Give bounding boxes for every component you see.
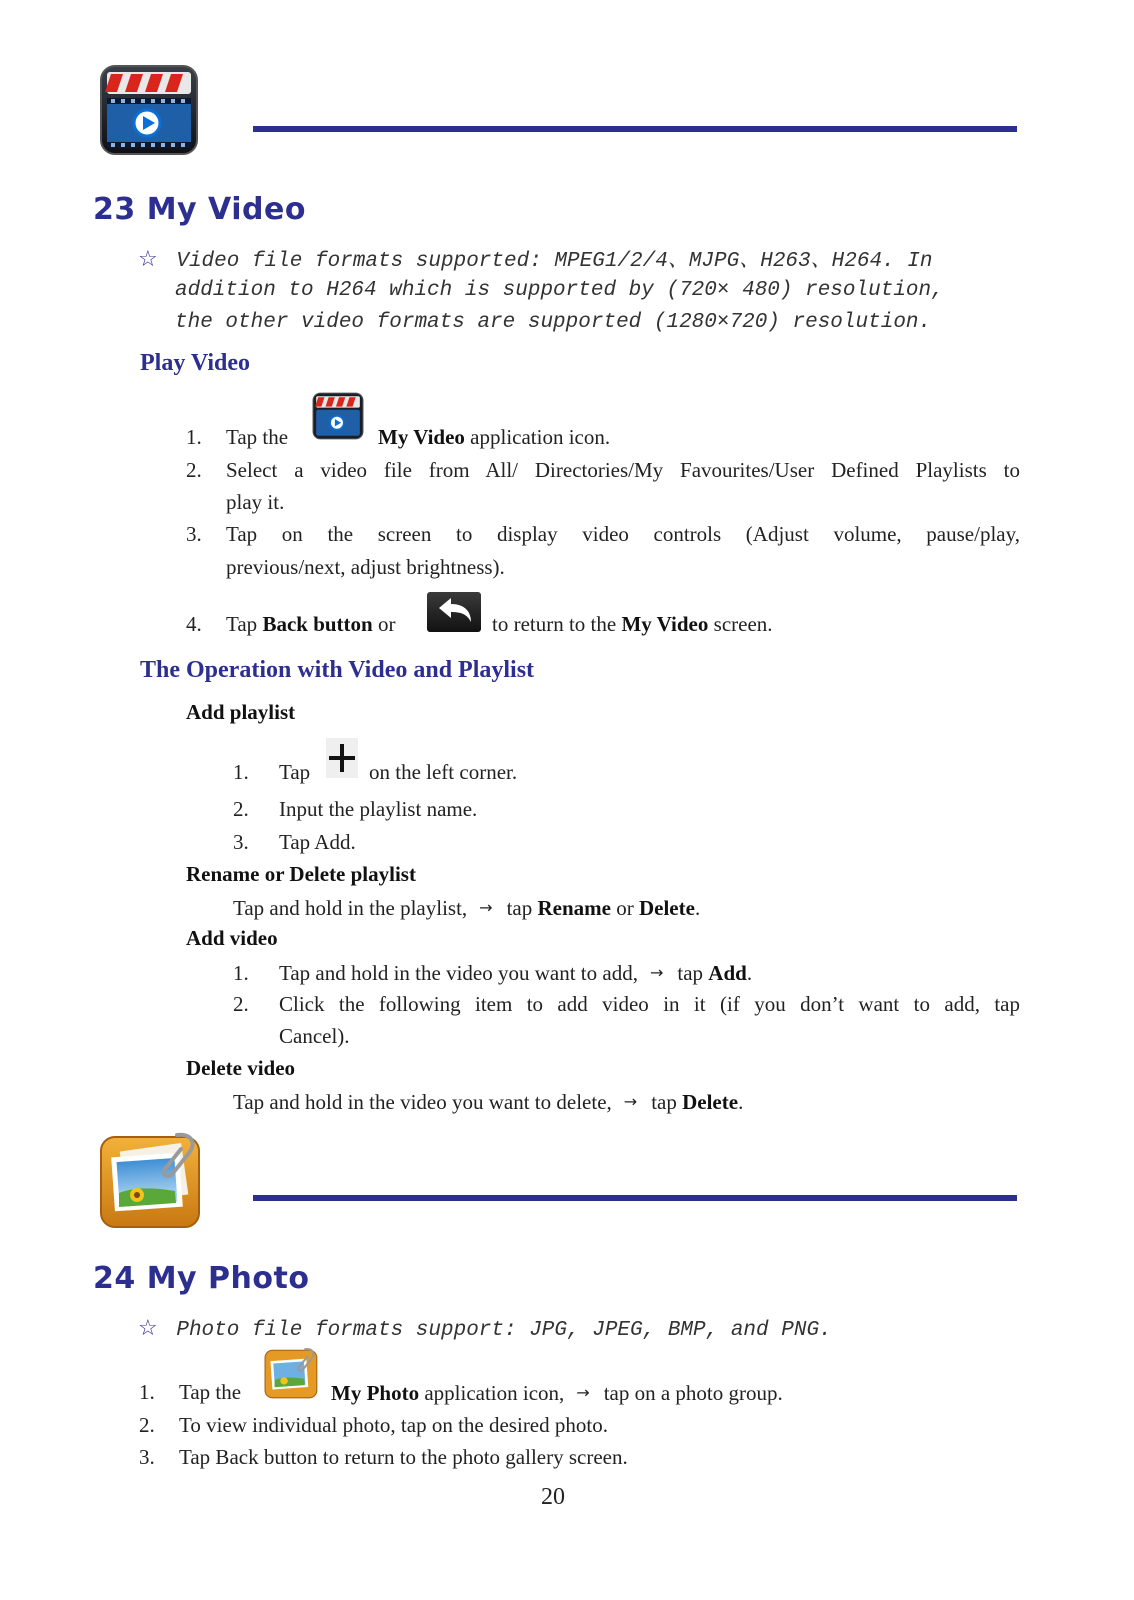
rename-delete-heading: Rename or Delete playlist	[186, 862, 416, 886]
play-video-heading: Play Video	[140, 350, 251, 376]
operation-heading: The Operation with Video and Playlist	[140, 657, 535, 683]
add-video-step-1: 1. Tap and hold in the video you want to add, → tap Add.	[233, 956, 752, 990]
play-step-2: 2. Select a video file from All/ Directories/My Favourites/User Defined Playlists to	[186, 458, 1020, 482]
section-24-rule	[253, 1195, 1017, 1201]
rename-delete-text: Tap and hold in the playlist, → tap Rename or Delete.	[233, 891, 700, 925]
photo-formats-note	[138, 1313, 832, 1347]
photo-app-icon	[264, 1347, 320, 1399]
delete-video-heading: Delete video	[186, 1056, 296, 1080]
add-playlist-step-1: 1. Tap	[233, 760, 311, 784]
note-line-2: addition to H264 which is supported by (720× 480) resolution,	[175, 279, 944, 302]
note-line-1: Video file formats supported: MPEG1/2/4、MJPG、H263、H264. In	[176, 250, 933, 273]
video-app-icon	[99, 64, 199, 156]
note-line-3: the other video formats are supported (1280×720) resolution.	[175, 311, 932, 334]
plus-icon	[326, 738, 358, 778]
add-playlist-step-2: 2. Input the playlist name.	[233, 797, 478, 821]
add-playlist-step-3: 3. Tap Add.	[233, 830, 356, 854]
page-number: 20	[541, 1484, 565, 1510]
star-icon: ☆	[138, 1316, 158, 1341]
add-video-step-2: 2. Click the following item to add video in it (if you don’t want to add, tap	[233, 992, 1020, 1016]
play-step-1: 1. Tap the	[186, 425, 289, 449]
add-playlist-heading: Add playlist	[186, 700, 296, 724]
play-step-1-rest: My Video application icon.	[378, 425, 611, 449]
add-video-heading: Add video	[186, 926, 278, 950]
add-video-step-2-line-2: Cancel).	[279, 1024, 350, 1048]
section-23-title: 23 My Video	[93, 192, 306, 227]
video-formats-note	[138, 244, 932, 278]
photo-step-3: 3. Tap Back button to return to the photo gallery screen.	[139, 1445, 628, 1469]
back-arrow-icon	[427, 592, 481, 632]
photo-note-text: Photo file formats support: JPG, JPEG, BMP, and PNG.	[176, 1319, 832, 1342]
arrow-icon: →	[649, 963, 664, 982]
video-app-icon	[312, 392, 364, 440]
play-step-2-line-2: play it.	[226, 490, 285, 514]
delete-video-text: Tap and hold in the video you want to delete, → tap Delete.	[233, 1085, 743, 1119]
arrow-icon: →	[576, 1383, 590, 1402]
play-step-3: 3. Tap on the screen to display video controls (Adjust volume, pause/play,	[186, 522, 1020, 546]
add-playlist-step-1-rest: on the left corner.	[369, 760, 518, 784]
star-icon: ☆	[138, 247, 158, 272]
photo-step-1: 1. Tap the	[139, 1380, 242, 1404]
section-23-rule	[253, 126, 1017, 132]
play-step-4-rest: to return to the My Video screen.	[492, 612, 773, 636]
arrow-icon: →	[623, 1092, 638, 1111]
arrow-icon: →	[479, 898, 493, 917]
photo-step-1-rest: My Photo application icon, → tap on a photo group.	[331, 1376, 783, 1410]
section-24-title: 24 My Photo	[93, 1261, 310, 1296]
play-step-4: 4. Tap Back button or	[186, 612, 396, 636]
play-step-3-line-2: previous/next, adjust brightness).	[226, 555, 505, 579]
photo-app-icon	[99, 1131, 205, 1229]
photo-step-2: 2. To view individual photo, tap on the desired photo.	[139, 1413, 608, 1437]
